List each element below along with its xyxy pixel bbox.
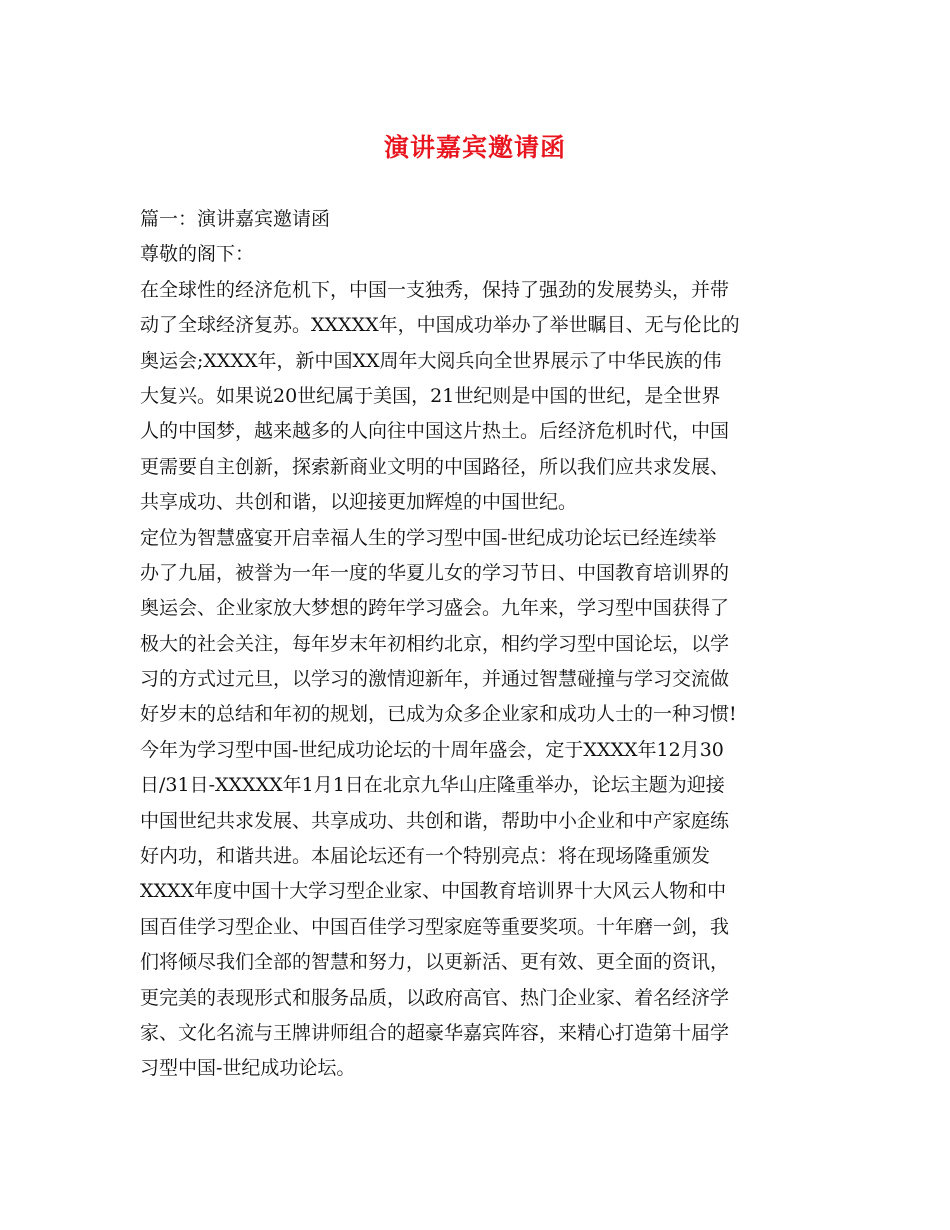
body-line: 好岁末的总结和年初的规划，已成为众多企业家和成功人士的一种习惯! <box>140 703 737 726</box>
body-line: 奥运会;XXXX年，新中国XX周年大阅兵向全世界展示了中华民族的伟 <box>140 349 722 372</box>
body-line: 在全球性的经济危机下，中国一支独秀，保持了强劲的发展势头，并带 <box>140 278 730 301</box>
document-body <box>140 202 830 1087</box>
body-line: 动了全球经济复苏。XXXXX年，中国成功举办了举世瞩目、无与伦比的 <box>140 314 740 337</box>
body-line: 篇一：演讲嘉宾邀请函 <box>140 208 331 230</box>
body-line: 办了九届，被誉为一年一度的华夏儿女的学习节日、中国教育培训界的 <box>140 561 730 584</box>
body-line: 共享成功、共创和谐，以迎接更加辉煌的中国世纪。 <box>140 491 578 514</box>
body-line: 大复兴。如果说20世纪属于美国，21世纪则是中国的世纪，是全世界 <box>140 384 721 407</box>
body-line: XXXX年度中国十大学习型企业家、中国教育培训界十大风云人物和中 <box>140 880 727 903</box>
body-line: 习型中国-世纪成功论坛。 <box>140 1057 356 1080</box>
body-line: 定位为智慧盛宴开启幸福人生的学习型中国-世纪成功论坛已经连续举 <box>140 526 717 549</box>
body-line: 人的中国梦，越来越多的人向往中国这片热土。后经济危机时代，中国 <box>140 420 730 443</box>
body-line: 家、文化名流与王牌讲师组合的超豪华嘉宾阵容，来精心打造第十届学 <box>140 1021 730 1044</box>
body-line: 们将倾尽我们全部的智慧和努力，以更新活、更有效、更全面的资讯， <box>140 951 730 974</box>
body-line: 更需要自主创新，探索新商业文明的中国路径，所以我们应共求发展、 <box>140 455 730 478</box>
document-title: 演讲嘉宾邀请函 <box>383 133 566 162</box>
body-line: 好内功，和谐共进。本届论坛还有一个特别亮点：将在现场隆重颁发 <box>140 845 711 868</box>
body-line: 更完美的表现形式和服务品质，以政府高官、热门企业家、着名经济学 <box>140 986 730 1009</box>
body-line: 中国世纪共求发展、共享成功、共创和谐，帮助中小企业和中产家庭练 <box>140 809 730 832</box>
body-line: 日/31日-XXXXX年1月1日在北京九华山庄隆重举办，论坛主题为迎接 <box>140 774 725 797</box>
body-line: 国百佳学习型企业、中国百佳学习型家庭等重要奖项。十年磨一剑，我 <box>140 915 730 938</box>
body-line: 尊敬的阁下： <box>140 243 255 266</box>
body-line: 习的方式过元旦，以学习的激情迎新年，并通过智慧碰撞与学习交流做 <box>140 668 730 691</box>
body-line: 极大的社会关注，每年岁末年初相约北京，相约学习型中国论坛，以学 <box>140 632 730 655</box>
body-line: 奥运会、企业家放大梦想的跨年学习盛会。九年来，学习型中国获得了 <box>140 597 730 620</box>
body-line: 今年为学习型中国-世纪成功论坛的十周年盛会，定于XXXX年12月30 <box>140 738 724 761</box>
